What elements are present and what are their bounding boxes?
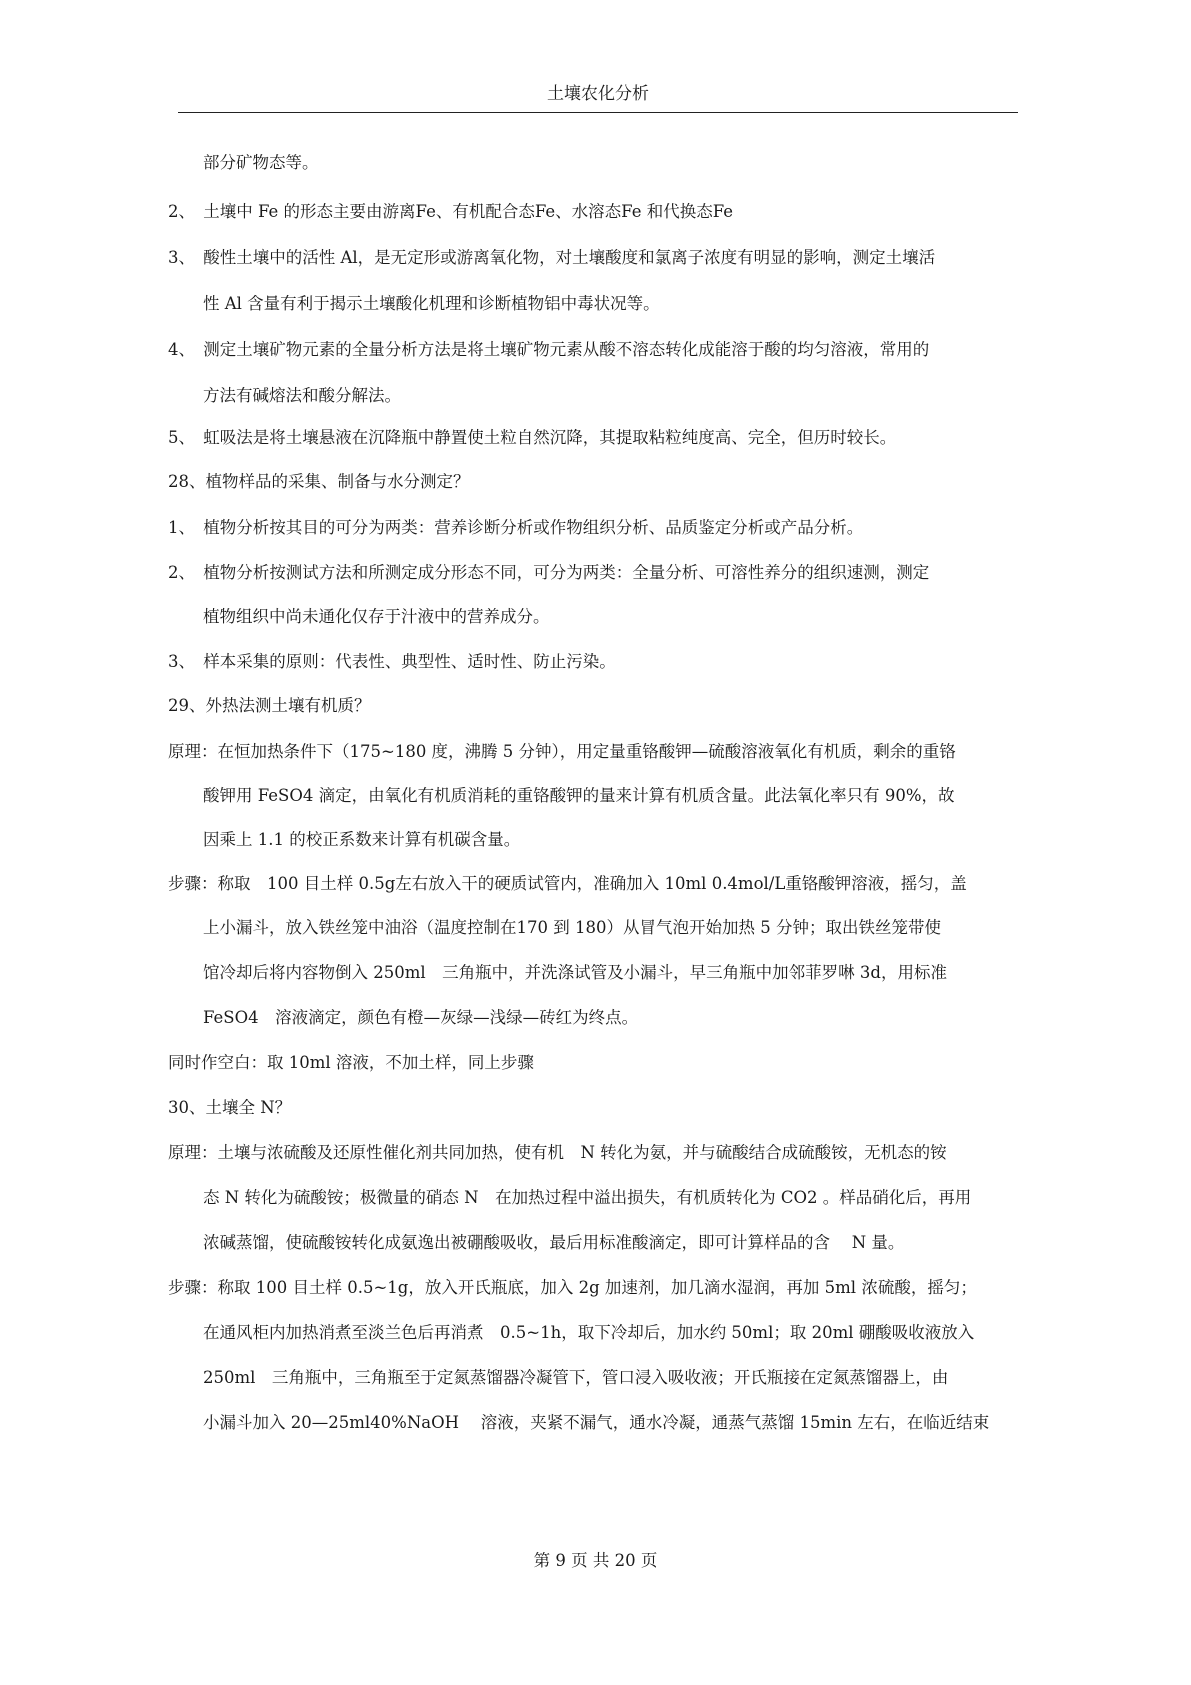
text-line: 原理：在恒加热条件下（175~180 度，沸腾 5 分钟），用定量重铬酸钾—硫酸溶液氧化有机质，剩余的重铬 xyxy=(168,742,956,761)
text-line: 浓碱蒸馏，使硫酸铵转化成氨逸出被硼酸吸收，最后用标准酸滴定，即可计算样品的含 N 量。 xyxy=(203,1233,905,1252)
text-line: 方法有碱熔法和酸分解法。 xyxy=(203,386,401,405)
text-line: 上小漏斗，放入铁丝笼中油浴（温度控制在170 到 180）从冒气泡开始加热 5 分钟；取出铁丝笼带使 xyxy=(203,918,941,937)
text-line: 因乘上 1.1 的校正系数来计算有机碳含量。 xyxy=(203,830,521,849)
text-line: 3、 酸性土壤中的活性 Al，是无定形或游离氧化物，对土壤酸度和氯离子浓度有明显的影响，测定土壤活 xyxy=(168,248,936,267)
text-line: 原理：土壤与浓硫酸及还原性催化剂共同加热，使有机 N 转化为氨，并与硫酸结合成硫酸铵，无机态的铵 xyxy=(168,1143,947,1162)
text-line: 植物组织中尚未通化仅存于汁液中的营养成分。 xyxy=(203,607,550,626)
text-line: 同时作空白：取 10ml 溶液，不加土样，同上步骤 xyxy=(168,1053,534,1072)
text-line: 馆冷却后将内容物倒入 250ml 三角瓶中，并洗涤试管及小漏斗，早三角瓶中加邻菲罗啉 3d，用标准 xyxy=(203,963,947,982)
header-title: 土壤农化分析 xyxy=(547,84,649,104)
text-line: 5、 虹吸法是将土壤悬液在沉降瓶中静置使土粒自然沉降，其提取粘粒纯度高、完全，但历时较长。 xyxy=(168,428,897,447)
page-header xyxy=(178,82,1018,113)
text-line: 3、 样本采集的原则：代表性、典型性、适时性、防止污染。 xyxy=(168,652,616,671)
text-line: 步骤：称取 100 目土样 0.5g左右放入干的硬质试管内，准确加入 10ml 0.4mol/L重铬酸钾溶液，摇匀，盖 xyxy=(168,874,967,893)
text-line: 小漏斗加入 20—25ml40%NaOH 溶液，夹紧不漏气，通水冷凝，通蒸气蒸馏 15min 左右，在临近结束 xyxy=(203,1413,990,1432)
page-number: 第 9 页 共 20 页 xyxy=(533,1551,658,1570)
text-line: 性 Al 含量有利于揭示土壤酸化机理和诊断植物铝中毒状况等。 xyxy=(203,294,660,313)
text-line: 28、植物样品的采集、制备与水分测定？ xyxy=(168,472,470,491)
text-line: 4、 测定土壤矿物元素的全量分析方法是将土壤矿物元素从酸不溶态转化成能溶于酸的均匀溶液，常用的 xyxy=(168,340,930,359)
text-line: 29、外热法测土壤有机质？ xyxy=(168,696,371,715)
text-line: 250ml 三角瓶中，三角瓶至于定氮蒸馏器冷凝管下，管口浸入吸收液；开氏瓶接在定氮蒸馏器上，由 xyxy=(203,1368,949,1387)
text-line: 步骤：称取 100 目土样 0.5~1g，放入开氏瓶底，加入 2g 加速剂，加几滴水湿润，再加 5ml 浓硫酸，摇匀； xyxy=(168,1278,977,1297)
text-line: 在通风柜内加热消煮至淡兰色后再消煮 0.5~1h，取下冷却后，加水约 50ml；取 20ml 硼酸吸收液放入 xyxy=(203,1323,975,1342)
text-line: FeSO4 溶液滴定，颜色有橙—灰绿—浅绿—砖红为终点。 xyxy=(203,1008,639,1027)
text-line: 部分矿物态等。 xyxy=(203,153,319,172)
text-line: 酸钾用 FeSO4 滴定，由氧化有机质消耗的重铬酸钾的量来计算有机质含量。此法氧化率只有 90%，故 xyxy=(203,786,955,805)
text-line: 2、 植物分析按测试方法和所测定成分形态不同，可分为两类：全量分析、可溶性养分的组织速测，测定 xyxy=(168,563,930,582)
text-line: 态 N 转化为硫酸铵；极微量的硝态 N 在加热过程中溢出损失，有机质转化为 CO2 。样品硝化后，再用 xyxy=(203,1188,972,1207)
text-line: 30、土壤全 N？ xyxy=(168,1098,292,1117)
text-line: 1、 植物分析按其目的可分为两类：营养诊断分析或作物组织分析、品质鉴定分析或产品分析。 xyxy=(168,518,864,537)
text-line: 2、 土壤中 Fe 的形态主要由游离Fe、有机配合态Fe、水溶态Fe 和代换态Fe xyxy=(168,202,734,221)
